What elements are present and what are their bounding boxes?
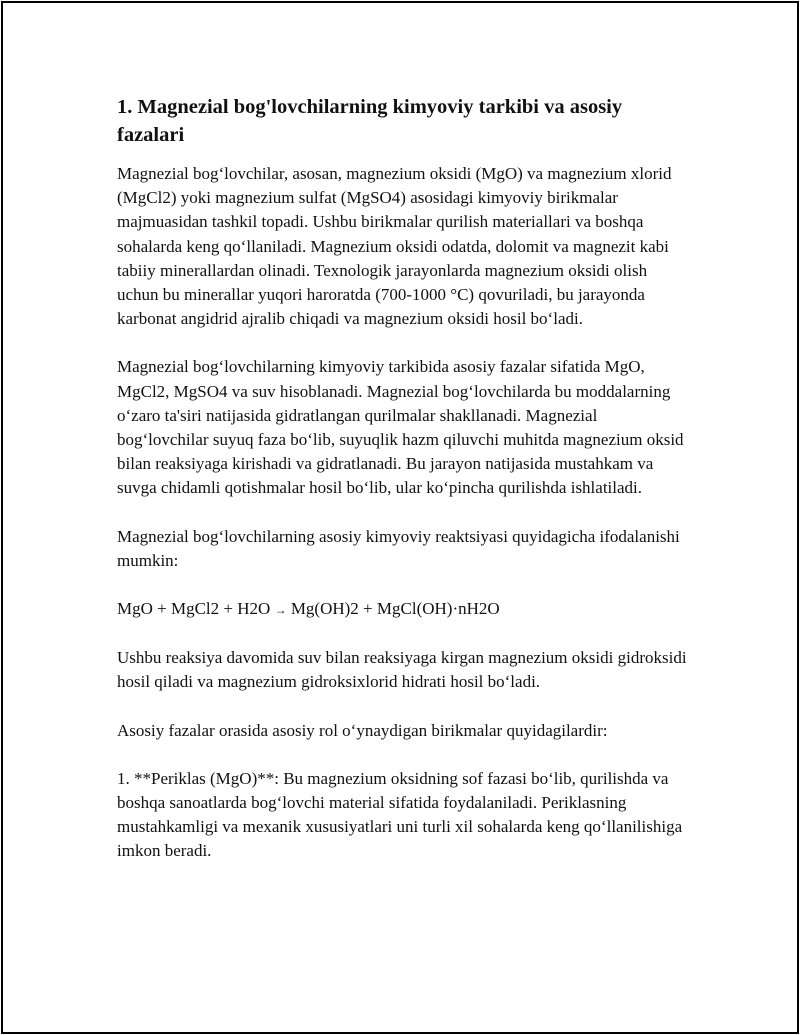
list-item-periclase: 1. **Periklas (MgO)**: Bu magnezium oksidning sof fazasi bo‘lib, qurilishda va boshqa sanoatlarda bog‘lovchi material sifatida foydalaniladi. Periklasning mustahkamligi va mexanik xususiyatlari uni turli xil sohalarda keng qo‘llanilishiga imkon beradi. (117, 768, 683, 861)
section-heading: 1. Magnezial bog'lovchilarning kimyoviy tarkibi va asosiy fazalari (117, 96, 623, 146)
paragraph-reaction-explanation: Ushbu reaksiya davomida suv bilan reaksiyaga kirgan magnezium oksidi gidroksidi hosil qiladi va magnezium gidroksixlorid hidrati hosil bo‘ladi. (117, 648, 687, 692)
paragraph-intro: Magnezial bog‘lovchilar, asosan, magnezium oksidi (MgO) va magnezium xlorid (MgCl2) yoki magnezium sulfat (MgSO4) asosidagi kimyoviy birikmalar majmuasidan tashkil topadi. Ushbu birikmalar qurilish materiallari va boshqa sohalarda keng qo‘llaniladi. Magnezium oksidi odatda, dolomit va magnezit kabi tabiiy minerallardan olinadi. Texnologik jarayonlarda magnezium oksidi olish uchun bu minerallar yuqori haroratda (700-1000 °C) qovuriladi, bu jarayonda karbonat angidrid ajralib chiqadi va magnezium oksidi hosil bo‘ladi. (117, 164, 672, 329)
paragraph-reaction-intro: Magnezial bog‘lovchilarning asosiy kimyoviy reaktsiyasi quyidagicha ifodalanishi mumkin: (117, 526, 680, 570)
reaction-equation (117, 597, 687, 622)
paragraph-phase-list-intro: Asosiy fazalar orasida asosiy rol o‘ynaydigan birikmalar quyidagilardir: (117, 720, 608, 740)
paragraph-phases: Magnezial bog‘lovchilarning kimyoviy tarkibida asosiy fazalar sifatida MgO, MgCl2, MgSO4 va suv hisoblanadi. Magnezial bog‘lovchilarda bu moddalarning o‘zaro ta'siri natijasida gidratlangan qurilmalar shakllanadi. Magnezial bog‘lovchilar suyuq faza bo‘lib, suyuqlik hazm qiluvchi muhitda magnezium oksid bilan reaksiyaga kirishadi va gidratlanadi. Bu jarayon natijasida mustahkam va suvga chidamli qotishmalar hosil bo‘lib, ular ko‘pincha qurilishda ishlatiladi. (117, 357, 684, 498)
equation-reactants: MgO + MgCl2 + H2O (117, 599, 271, 619)
document-body (117, 93, 687, 888)
equation-arrow: → (274, 603, 287, 618)
equation-products: Mg(OH)2 + MgCl(OH)·nH2O (290, 599, 500, 619)
